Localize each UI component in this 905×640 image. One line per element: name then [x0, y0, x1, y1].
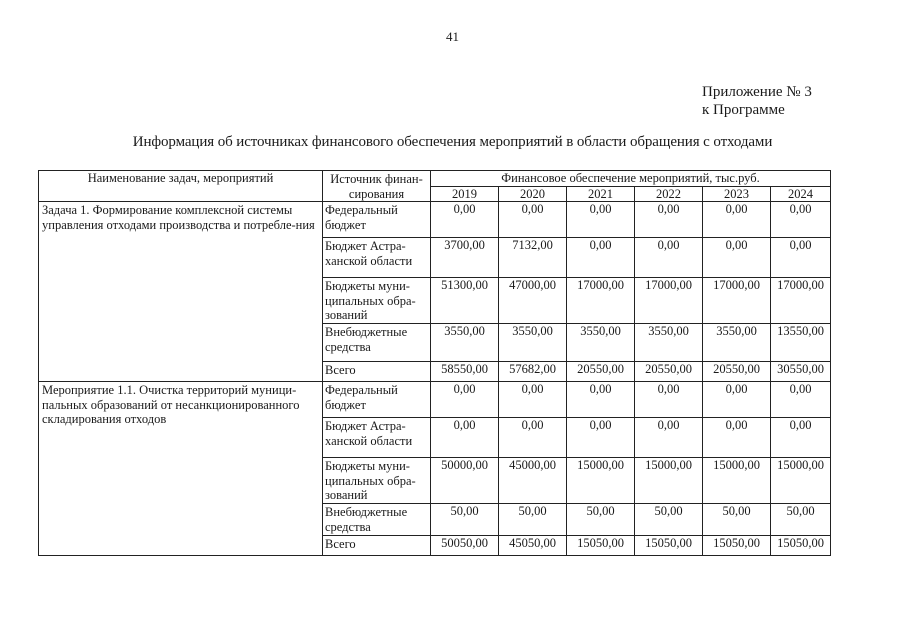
header-year: 2022 — [635, 186, 703, 202]
funding-source-cell: Внебюджетные средства — [323, 324, 431, 362]
amount-cell: 3550,00 — [703, 324, 771, 362]
amount-cell: 0,00 — [499, 382, 567, 418]
amount-cell: 50000,00 — [431, 458, 499, 504]
funding-source-cell: Федеральный бюджет — [323, 202, 431, 238]
amount-cell: 0,00 — [771, 238, 831, 278]
header-year: 2020 — [499, 186, 567, 202]
amount-cell: 0,00 — [567, 382, 635, 418]
amount-cell: 47000,00 — [499, 278, 567, 324]
amount-cell: 0,00 — [771, 418, 831, 458]
amount-cell: 20550,00 — [703, 362, 771, 382]
header-year: 2021 — [567, 186, 635, 202]
amount-cell: 45050,00 — [499, 536, 567, 556]
amount-cell: 45000,00 — [499, 458, 567, 504]
amount-cell: 15050,00 — [771, 536, 831, 556]
amount-cell: 15050,00 — [567, 536, 635, 556]
amount-cell: 15000,00 — [567, 458, 635, 504]
appendix-line-2: к Программе — [702, 102, 785, 118]
amount-cell: 0,00 — [567, 418, 635, 458]
amount-cell: 17000,00 — [567, 278, 635, 324]
amount-cell: 0,00 — [567, 238, 635, 278]
amount-cell: 3550,00 — [567, 324, 635, 362]
task-name-cell: Мероприятие 1.1. Очистка территорий муници-пальных образований от несанкционированного складирования отходов — [39, 382, 323, 556]
amount-cell: 0,00 — [635, 382, 703, 418]
funding-source-cell: Бюджеты муни-ципальных обра-зований — [323, 458, 431, 504]
amount-cell: 50,00 — [703, 504, 771, 536]
amount-cell: 20550,00 — [567, 362, 635, 382]
amount-cell: 7132,00 — [499, 238, 567, 278]
header-row — [39, 171, 831, 187]
amount-cell: 3550,00 — [635, 324, 703, 362]
amount-cell: 17000,00 — [771, 278, 831, 324]
amount-cell: 0,00 — [635, 202, 703, 238]
document-title: Информация об источниках финансового обеспечения мероприятий в области обращения с отходами — [132, 134, 773, 150]
header-year: 2024 — [771, 186, 831, 202]
financing-table — [38, 170, 831, 556]
amount-cell: 15050,00 — [703, 536, 771, 556]
amount-cell: 30550,00 — [771, 362, 831, 382]
appendix-line-1: Приложение № 3 — [702, 84, 812, 100]
amount-cell: 50,00 — [567, 504, 635, 536]
amount-cell: 15000,00 — [635, 458, 703, 504]
amount-cell: 17000,00 — [703, 278, 771, 324]
amount-cell: 57682,00 — [499, 362, 567, 382]
amount-cell: 0,00 — [703, 418, 771, 458]
amount-cell: 50,00 — [635, 504, 703, 536]
header-year: 2023 — [703, 186, 771, 202]
amount-cell: 0,00 — [635, 238, 703, 278]
amount-cell: 0,00 — [703, 382, 771, 418]
amount-cell: 15050,00 — [635, 536, 703, 556]
amount-cell: 51300,00 — [431, 278, 499, 324]
amount-cell: 50050,00 — [431, 536, 499, 556]
table-row — [39, 202, 831, 238]
amount-cell: 15000,00 — [771, 458, 831, 504]
funding-source-cell: Внебюджетные средства — [323, 504, 431, 536]
amount-cell: 0,00 — [771, 202, 831, 238]
amount-cell: 20550,00 — [635, 362, 703, 382]
funding-source-cell: Бюджеты муни-ципальных обра-зований — [323, 278, 431, 324]
amount-cell: 17000,00 — [635, 278, 703, 324]
page-number: 41 — [446, 29, 459, 44]
amount-cell: 0,00 — [431, 202, 499, 238]
amount-cell: 3700,00 — [431, 238, 499, 278]
funding-source-cell: Всего — [323, 536, 431, 556]
table-body — [39, 171, 831, 556]
funding-source-cell: Бюджет Астра-ханской области — [323, 418, 431, 458]
amount-cell: 3550,00 — [431, 324, 499, 362]
funding-source-cell: Бюджет Астра-ханской области — [323, 238, 431, 278]
amount-cell: 0,00 — [499, 202, 567, 238]
appendix-note — [702, 83, 812, 119]
amount-cell: 50,00 — [771, 504, 831, 536]
amount-cell: 0,00 — [431, 418, 499, 458]
table-row — [39, 382, 831, 418]
amount-cell: 58550,00 — [431, 362, 499, 382]
amount-cell: 0,00 — [703, 238, 771, 278]
header-financing-group: Финансовое обеспечение мероприятий, тыс.руб. — [431, 171, 831, 187]
header-year: 2019 — [431, 186, 499, 202]
amount-cell: 50,00 — [431, 504, 499, 536]
amount-cell: 0,00 — [771, 382, 831, 418]
funding-source-cell: Федеральный бюджет — [323, 382, 431, 418]
amount-cell: 0,00 — [703, 202, 771, 238]
amount-cell: 0,00 — [431, 382, 499, 418]
amount-cell: 0,00 — [499, 418, 567, 458]
header-source-column: Источник финан-сирования — [323, 171, 431, 202]
amount-cell: 15000,00 — [703, 458, 771, 504]
amount-cell: 0,00 — [567, 202, 635, 238]
task-name-cell: Задача 1. Формирование комплексной системы управления отходами производства и потребле-ния — [39, 202, 323, 382]
funding-source-cell: Всего — [323, 362, 431, 382]
amount-cell: 13550,00 — [771, 324, 831, 362]
amount-cell: 50,00 — [499, 504, 567, 536]
header-name-column: Наименование задач, мероприятий — [39, 171, 323, 202]
amount-cell: 0,00 — [635, 418, 703, 458]
amount-cell: 3550,00 — [499, 324, 567, 362]
